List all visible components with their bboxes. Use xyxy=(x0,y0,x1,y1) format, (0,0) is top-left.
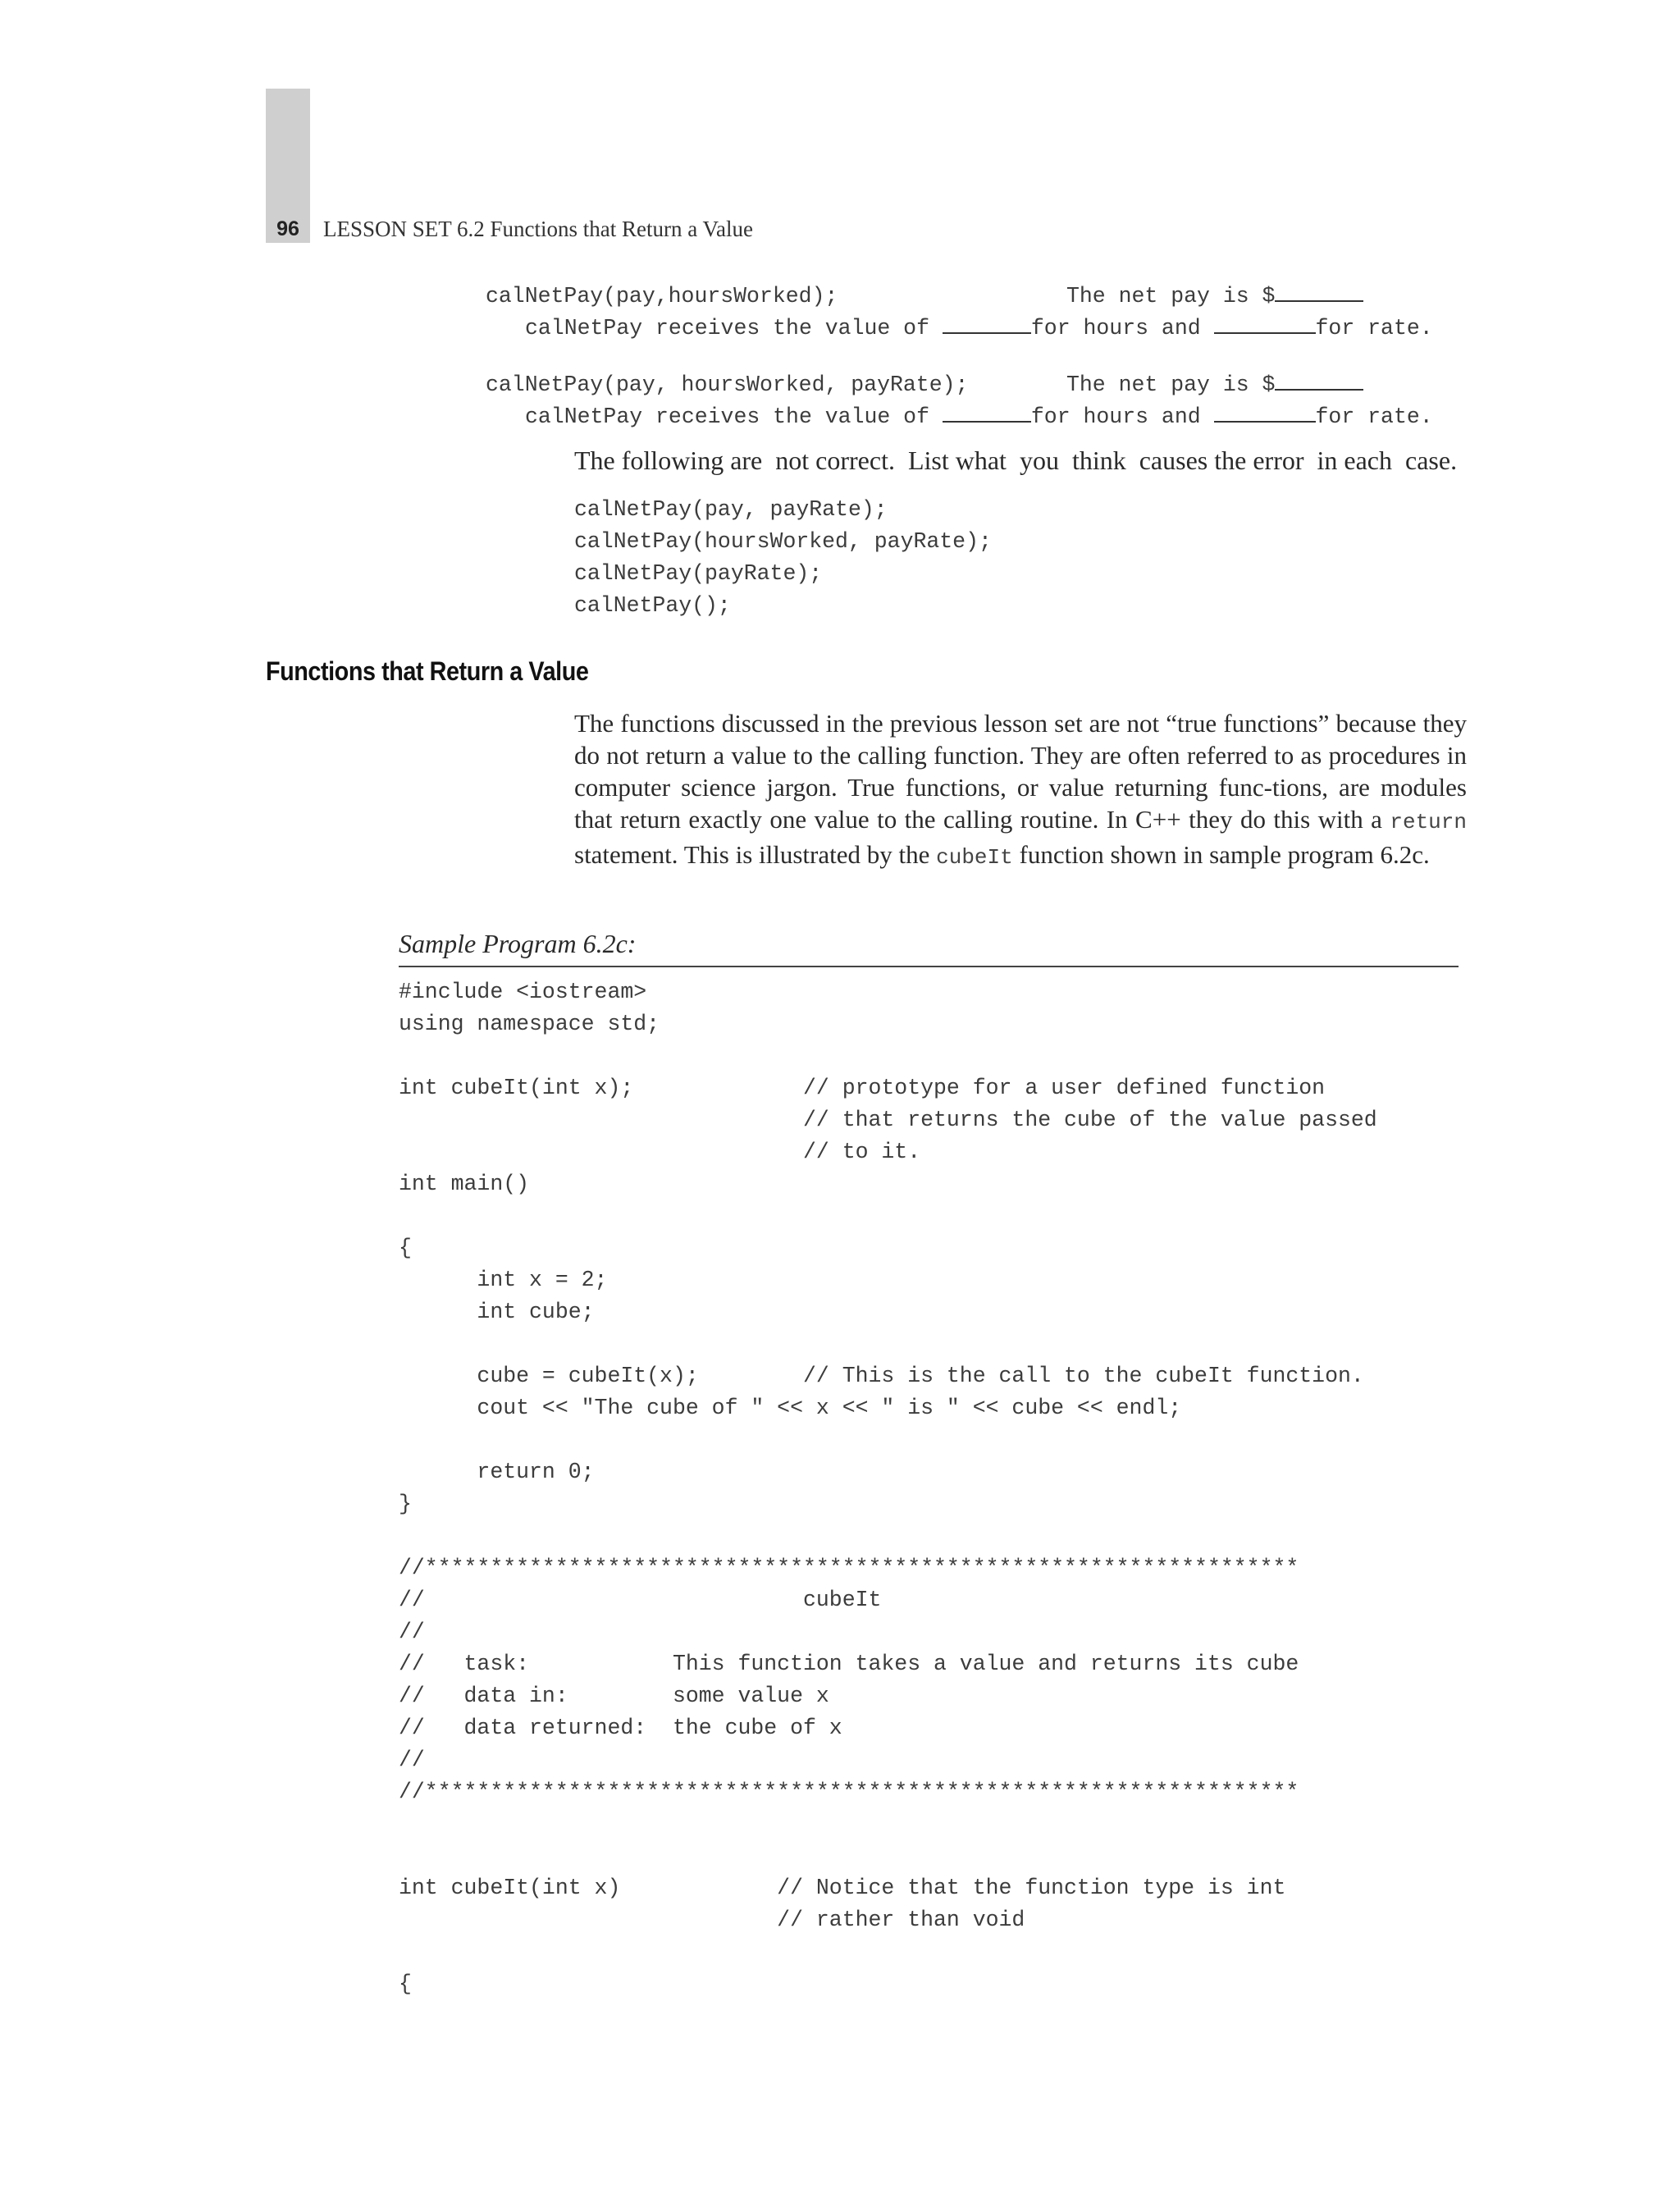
code-line: // xyxy=(399,1620,425,1644)
receives-line-2 xyxy=(525,401,1433,433)
code-line: // xyxy=(399,1748,425,1772)
code-line: // task: This function takes a value and returns its cube xyxy=(399,1652,1299,1676)
code-line: #include <iostream> xyxy=(399,980,647,1004)
title-rule xyxy=(399,966,1459,967)
sample-program-title: Sample Program 6.2c: xyxy=(399,929,637,958)
code-line: int main() xyxy=(399,1172,530,1196)
net-pay-label: The net pay is $ xyxy=(1066,284,1276,308)
code-line: cube = cubeIt(x); // This is the call to the cubeIt function. xyxy=(399,1364,1364,1388)
answer-blank[interactable] xyxy=(943,401,1031,423)
code-line: using namespace std; xyxy=(399,1012,660,1036)
code-line: // data in: some value x xyxy=(399,1684,829,1708)
code-line: } xyxy=(399,1492,412,1516)
inline-code: cubeIt xyxy=(936,845,1013,870)
running-head: LESSON SET 6.2 Functions that Return a Value xyxy=(323,217,753,241)
code-line: // data returned: the cube of x xyxy=(399,1716,842,1740)
section-heading: Functions that Return a Value xyxy=(266,656,589,686)
code-line: // to it. xyxy=(399,1140,921,1164)
code-line: int cubeIt(int x); // prototype for a user defined function xyxy=(399,1076,1326,1100)
answer-blank[interactable] xyxy=(943,313,1031,334)
answer-blank[interactable] xyxy=(1275,281,1363,302)
answer-blank[interactable] xyxy=(1275,369,1363,391)
answer-blank[interactable] xyxy=(1214,401,1316,423)
incorrect-call: calNetPay(hoursWorked, payRate); xyxy=(574,529,992,554)
receives-label: calNetPay receives the value of xyxy=(525,404,929,429)
paragraph-text: function shown in sample program 6.2c. xyxy=(1012,840,1430,869)
code-line: // cubeIt xyxy=(399,1588,882,1612)
incorrect-call: calNetPay(payRate); xyxy=(574,561,823,586)
code-line: //******************************************************************* xyxy=(399,1556,1299,1580)
answer-blank[interactable] xyxy=(1214,313,1316,334)
paragraph-text: The functions discussed in the previous lesson set are not “true functions” because they do not return a value to the calling function. They are often referred to as procedures in computer science jargon. True functions, or value returning func-tions, are modules that return exactly one value to the calling routine. In C++ they do this with a xyxy=(574,709,1467,834)
code-line: int cube; xyxy=(399,1300,595,1324)
receives-line-1 xyxy=(525,313,1433,345)
incorrect-call: calNetPay(pay, payRate); xyxy=(574,497,888,522)
code-line: { xyxy=(399,1972,412,1996)
for-hours-label: for hours and xyxy=(1030,316,1201,340)
code-line: // that returns the cube of the value passed xyxy=(399,1108,1377,1132)
incorrect-call: calNetPay(); xyxy=(574,593,731,618)
body-paragraph xyxy=(574,707,1467,874)
net-pay-line-2 xyxy=(1066,369,1363,401)
paragraph-text: statement. This is illustrated by the xyxy=(574,840,937,869)
for-rate-label: for rate. xyxy=(1315,316,1433,340)
for-rate-label: for rate. xyxy=(1315,404,1433,429)
code-line: //******************************************************************* xyxy=(399,1780,1299,1804)
net-pay-line-1 xyxy=(1066,281,1363,313)
code-line: return 0; xyxy=(399,1460,595,1484)
code-line: // rather than void xyxy=(399,1908,1025,1932)
code-line: int x = 2; xyxy=(399,1268,608,1292)
call-line-1: calNetPay(pay,hoursWorked); xyxy=(486,284,838,308)
net-pay-label: The net pay is $ xyxy=(1066,372,1276,397)
page-number: 96 xyxy=(266,215,310,243)
code-line: cout << "The cube of " << x << " is " << cube << endl; xyxy=(399,1396,1182,1420)
call-line-2: calNetPay(pay, hoursWorked, payRate); xyxy=(486,372,969,397)
receives-label: calNetPay receives the value of xyxy=(525,316,929,340)
for-hours-label: for hours and xyxy=(1030,404,1201,429)
code-line: { xyxy=(399,1236,412,1260)
incorrect-intro: The following are not correct. List what you think causes the error in each case. xyxy=(574,446,1458,475)
inline-code: return xyxy=(1390,810,1467,834)
code-line: int cubeIt(int x) // Notice that the function type is int xyxy=(399,1876,1286,1900)
